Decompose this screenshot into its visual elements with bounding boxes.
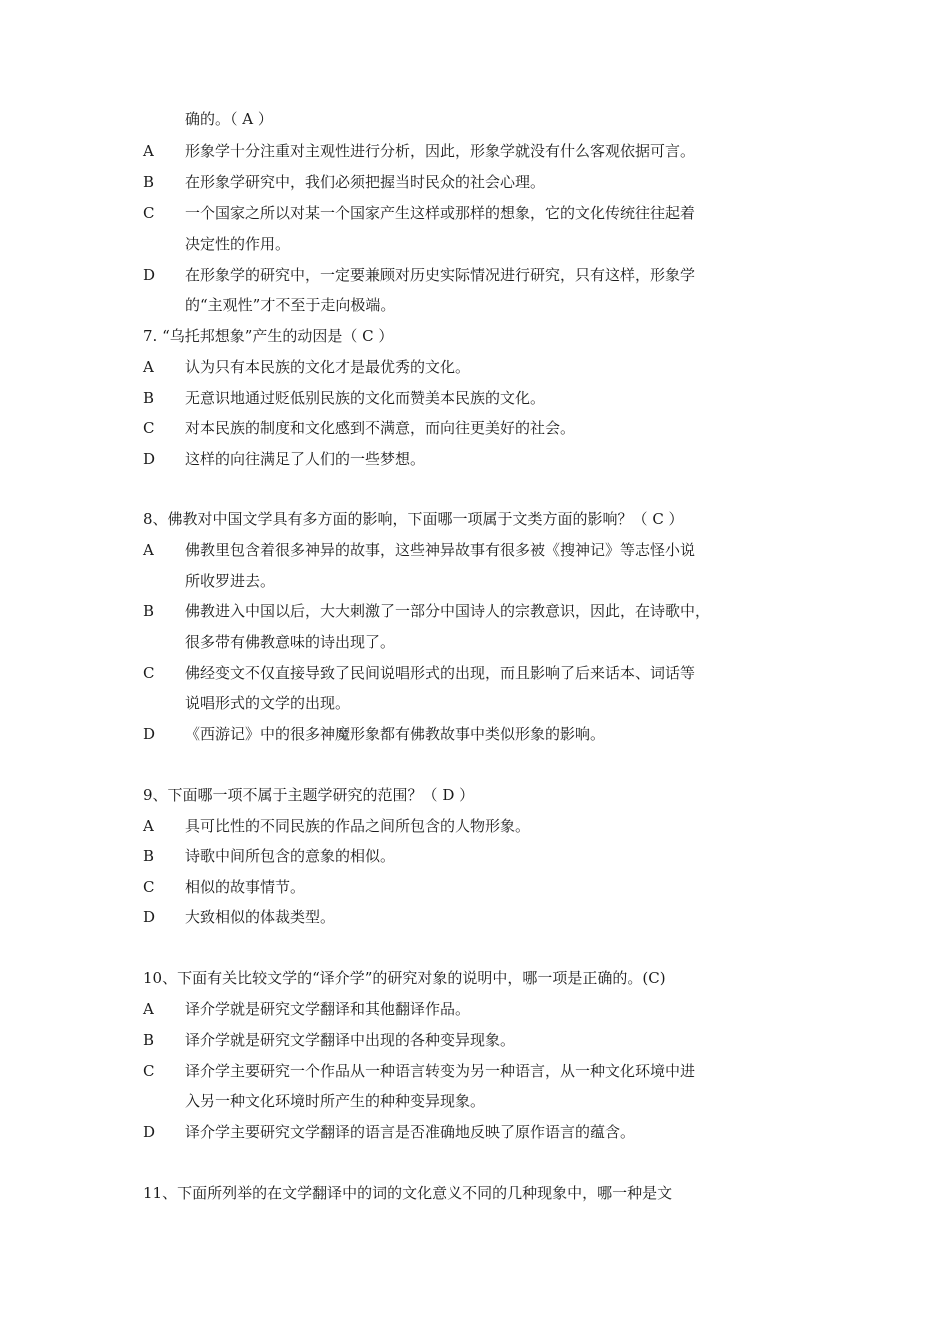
q10-option-d-letter: D	[143, 1123, 156, 1141]
q10-option-d-text: 译介学主要研究文学翻译的语言是否准确地反映了原作语言的蕴含。	[185, 1123, 636, 1141]
q11-stem: 11、下面所列举的在文学翻译中的词的文化意义不同的几种现象中，哪一种是文	[143, 1184, 673, 1202]
q9-option-c-letter: C	[143, 878, 155, 896]
q8-option-d-text: 《西游记》中的很多神魔形象都有佛教故事中类似形象的影响。	[185, 725, 606, 743]
q6-option-a-text: 形象学十分注重对主观性进行分析，因此，形象学就没有什么客观依据可言。	[185, 142, 696, 160]
q6-option-d-text-cont: 的“主观性”才不至于走向极端。	[185, 296, 396, 314]
q8-option-a-text-cont: 所收罗进去。	[185, 572, 276, 590]
q6-option-b-letter: B	[143, 173, 155, 191]
q10-option-a-text: 译介学就是研究文学翻译和其他翻译作品。	[185, 1000, 471, 1018]
q10-stem: 10、下面有关比较文学的“译介学”的研究对象的说明中，哪一项是正确的。(C)	[143, 969, 666, 987]
q6-option-c-text: 一个国家之所以对某一个国家产生这样或那样的想象，它的文化传统往往起着	[185, 204, 696, 222]
q8-option-b-text-cont: 很多带有佛教意味的诗出现了。	[185, 633, 396, 651]
q10-option-c-letter: C	[143, 1062, 155, 1080]
q9-option-d-text: 大致相似的体裁类型。	[185, 908, 336, 926]
q8-option-c-text: 佛经变文不仅直接导致了民间说唱形式的出现，而且影响了后来话本、词话等	[185, 664, 696, 682]
q8-option-b-letter: B	[143, 602, 155, 620]
q7-option-b-text: 无意识地通过贬低别民族的文化而赞美本民族的文化。	[185, 389, 546, 407]
q6-option-c-text-cont: 决定性的作用。	[185, 235, 291, 253]
q9-option-a-letter: A	[143, 817, 154, 835]
q8-option-a-text: 佛教里包含着很多神异的故事，这些神异故事有很多被《搜神记》等志怪小说	[185, 541, 696, 559]
q7-stem: 7. “乌托邦想象”产生的动因是（ C ）	[143, 327, 394, 345]
q7-option-c-text: 对本民族的制度和文化感到不满意，而向往更美好的社会。	[185, 419, 576, 437]
q6-tail: 确的。（ A ）	[185, 110, 273, 128]
q7-option-b-letter: B	[143, 389, 155, 407]
q8-option-c-text-cont: 说唱形式的文学的出现。	[185, 694, 351, 712]
q9-option-b-text: 诗歌中间所包含的意象的相似。	[185, 847, 396, 865]
q7-option-c-letter: C	[143, 419, 155, 437]
q6-option-b-text: 在形象学研究中，我们必须把握当时民众的社会心理。	[185, 173, 546, 191]
q10-option-b-letter: B	[143, 1031, 155, 1049]
q8-option-c-letter: C	[143, 664, 155, 682]
q9-stem: 9、下面哪一项不属于主题学研究的范围？（ D ）	[143, 786, 475, 804]
q9-option-d-letter: D	[143, 908, 156, 926]
q8-option-b-text: 佛教进入中国以后，大大刺激了一部分中国诗人的宗教意识，因此，在诗歌中，	[185, 602, 711, 620]
q10-option-c-text: 译介学主要研究一个作品从一种语言转变为另一种语言，从一种文化环境中进	[185, 1062, 696, 1080]
q9-option-a-text: 具可比性的不同民族的作品之间所包含的人物形象。	[185, 817, 531, 835]
q10-option-b-text: 译介学就是研究文学翻译中出现的各种变异现象。	[185, 1031, 516, 1049]
q6-option-d-text: 在形象学的研究中，一定要兼顾对历史实际情况进行研究，只有这样，形象学	[185, 266, 696, 284]
q9-option-c-text: 相似的故事情节。	[185, 878, 306, 896]
q9-option-b-letter: B	[143, 847, 155, 865]
q10-option-c-text-cont: 入另一种文化环境时所产生的种种变异现象。	[185, 1092, 486, 1110]
q10-option-a-letter: A	[143, 1000, 154, 1018]
q7-option-a-text: 认为只有本民族的文化才是最优秀的文化。	[185, 358, 471, 376]
q8-option-d-letter: D	[143, 725, 156, 743]
q6-option-a-letter: A	[143, 142, 154, 160]
q8-stem: 8、佛教对中国文学具有多方面的影响，下面哪一项属于文类方面的影响？（ C ）	[143, 510, 684, 528]
q6-option-c-letter: C	[143, 204, 155, 222]
q6-option-d-letter: D	[143, 266, 156, 284]
q7-option-a-letter: A	[143, 358, 154, 376]
q7-option-d-text: 这样的向往满足了人们的一些梦想。	[185, 450, 426, 468]
q7-option-d-letter: D	[143, 450, 156, 468]
q8-option-a-letter: A	[143, 541, 154, 559]
